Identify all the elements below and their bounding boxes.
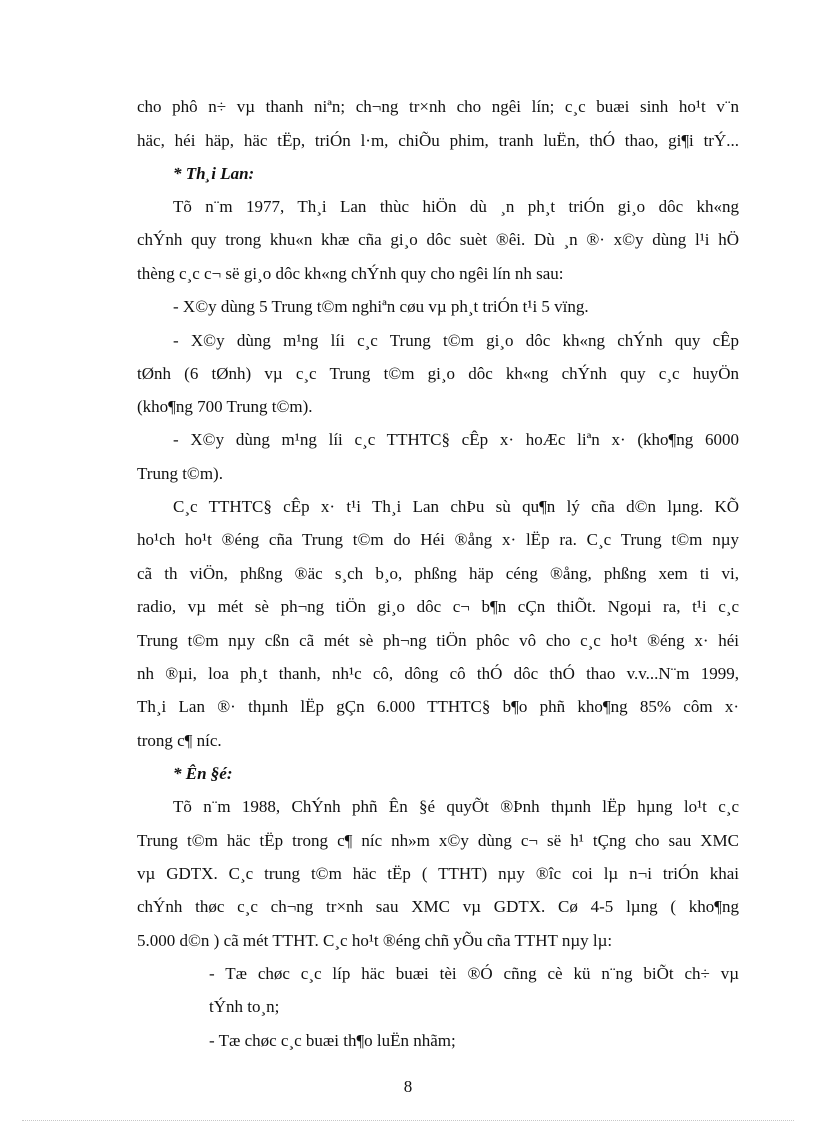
section-heading-india: * Ên §é: [173,764,233,783]
body-line: cho phô n÷ vµ thanh niªn; ch¬ng tr×nh cho ngêi lín; c¸c buæi sinh ho¹t v¨n [137,97,739,116]
body-line: thèng c¸c c¬ së gi¸o dôc kh«ng chÝnh quy cho ngêi lín nh sau: [137,264,564,283]
body-line: chÝnh quy trong khu«n khæ cña gi¸o dôc suèt ®êi. Dù ¸n ®· x©y dùng l¹i hÖ [137,230,739,249]
body-line: Tõ n¨m 1988, ChÝnh phñ Ên §é quyÕt ®Þnh thµnh lËp hµng lo¹t c¸c [173,797,739,816]
body-line: chÝnh thøc c¸c ch¬ng tr×nh sau XMC vµ GDTX. Cø 4-5 lµng ( kho¶ng [137,897,739,916]
body-line: tØnh (6 tØnh) vµ c¸c Trung t©m gi¸o dôc kh«ng chÝnh quy c¸c huyÖn [137,364,739,383]
body-line: vµ GDTX. C¸c trung t©m häc tËp ( TTHT) nµy ®îc coi lµ n¬i triÓn khai [137,864,739,883]
body-line: Trung t©m). [137,464,223,483]
section-heading-thailand: * Th¸i Lan: [173,164,255,183]
body-line: C¸c TTHTC§ cÊp x· t¹i Th¸i Lan chÞu sù qu¶n lý cña d©n lµng. KÕ [173,497,739,516]
body-line: Trung t©m nµy cßn cã mét sè ph¬ng tiÖn phôc vô cho c¸c ho¹t ®éng x· héi [137,631,739,650]
body-line: Tõ n¨m 1977, Th¸i Lan thùc hiÖn dù ¸n ph¸t triÓn gi¸o dôc kh«ng [173,197,739,216]
list-item: - Tæ chøc c¸c líp häc buæi tèi ®Ó cñng cè kü n¨ng biÕt ch÷ vµ [209,964,739,983]
list-item: - X©y dùng m¹ng líi c¸c TTHTC§ cÊp x· hoÆc liªn x· (kho¶ng 6000 [173,430,739,449]
body-line: radio, vµ mét sè ph¬ng tiÖn gi¸o dôc c¬ b¶n cÇn thiÕt. Ngoµi ra, t¹i c¸c [137,597,739,616]
list-item: - Tæ chøc c¸c buæi th¶o luËn nhãm; [209,1031,456,1050]
body-line: trong c¶ níc. [137,731,222,750]
body-line: Trung t©m häc tËp trong c¶ níc nh»m x©y dùng c¬ së h¹ tÇng cho sau XMC [137,831,739,850]
list-item-continuation: tÝnh to¸n; [209,997,280,1016]
body-line: ho¹ch ho¹t ®éng cña Trung t©m do Héi ®ång x· lËp ra. C¸c Trung t©m nµy [137,530,739,549]
body-line: 5.000 d©n ) cã mét TTHT. C¸c ho¹t ®éng chñ yÕu cña TTHT nµy lµ: [137,931,613,950]
body-line: nh ®µi, loa ph¸t thanh, nh¹c cô, dông cô thÓ dôc thÓ thao v.v...N¨m 1999, [137,664,739,683]
page-number: 8 [403,1077,413,1096]
body-line: häc, héi häp, häc tËp, triÓn l·m, chiÕu phim, tranh luËn, thÓ thao, gi¶i trÝ... [137,131,739,150]
list-item: - X©y dùng m¹ng líi c¸c Trung t©m gi¸o dôc kh«ng chÝnh quy cÊp [173,331,739,350]
body-line: (kho¶ng 700 Trung t©m). [137,397,313,416]
body-line: Th¸i Lan ®· thµnh lËp gÇn 6.000 TTHTC§ b¶o phñ kho¶ng 85% côm x· [137,697,739,716]
list-item: - X©y dùng 5 Trung t©m nghiªn cøu vµ ph¸t triÓn t¹i 5 vïng. [173,297,589,316]
body-line: cã th viÖn, phßng ®äc s¸ch b¸o, phßng häp céng ®ång, phßng xem ti vi, [137,564,739,583]
page-bottom-divider [22,1120,794,1121]
